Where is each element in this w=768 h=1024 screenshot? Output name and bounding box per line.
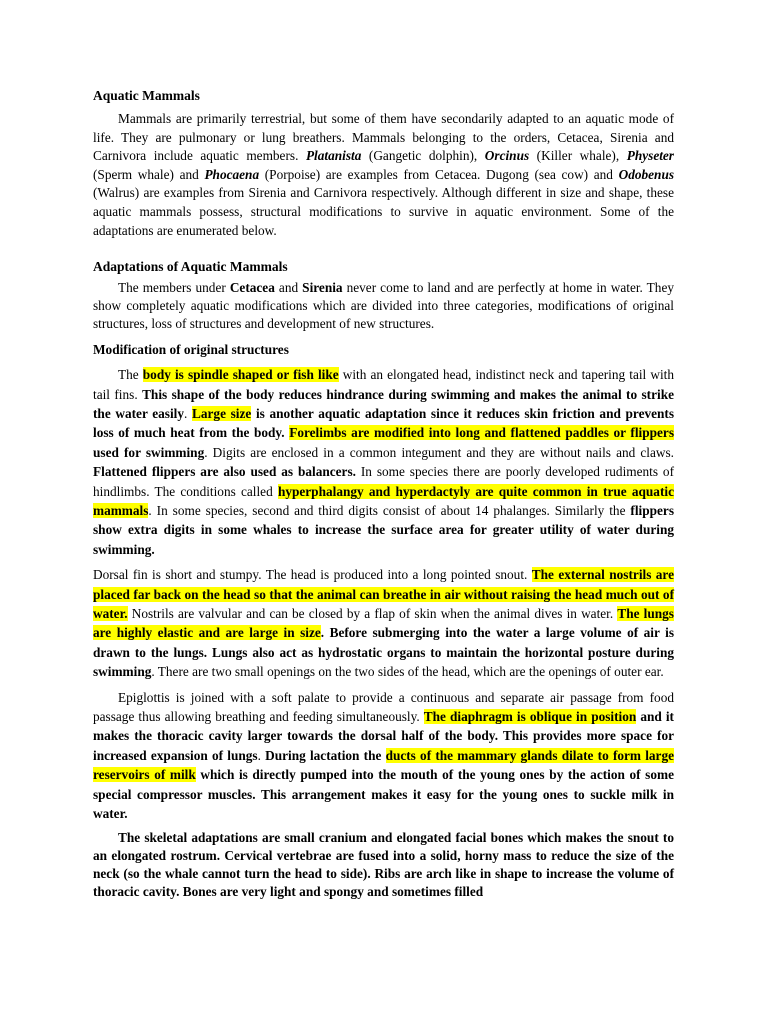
text-run: (Walrus) are examples from Sirenia and Carnivora respectively. Although different in size and shape, these aquatic mammals possess, structural modifications to survive in aquatic environment. Some of the adaptations are enumerated below. [93,185,674,238]
text-run: Epiglottis is joined with a soft palate to provide a continuous and separate air passage from food passage thus allowing breathing and feeding simultaneously. [93,689,674,725]
text-run: Nostrils are valvular and can be closed by a flap of skin when the animal dives in water. [127,606,618,622]
text-run: The [118,367,143,383]
skeletal-paragraph [93,829,674,901]
bold-text: is another aquatic adaptation since it reduces skin friction and prevents loss of much heat from the body. [93,405,675,441]
order-name: Cetacea [229,280,275,296]
species-name: Odobenus [618,166,675,182]
highlighted-text: The lungs are highly elastic and are large in size [93,606,674,641]
highlighted-text: hyperphalangy and hyperdactyly are quite common in true aquatic mammals [93,483,674,518]
section-heading-adaptations: Adaptations of Aquatic Mammals [93,259,288,275]
text-run: . Digits are enclosed in a common integument and they are without nails and claws. [204,444,674,460]
highlighted-text: The diaphragm is oblique in position [423,709,637,725]
text-run: . In some species, second and third digits consist of about 14 phalanges. Similarly the [148,503,631,518]
bold-text: which is directly pumped into the mouth of the young ones by the action of some special compressor muscles. This arrangement makes it easy for the young ones to suckle milk in water. [93,767,674,822]
bold-text: This shape of the body reduces hindrance during swimming and makes the animal to strike the water easily [93,386,675,421]
bold-text: During lactation the [265,747,386,763]
document-title: Aquatic Mammals [93,88,200,103]
subheading-modification: Modification of original structures [93,342,289,358]
species-name: Platanista [305,148,362,164]
modification-paragraph [93,365,674,559]
text-run: . There are two small openings on the two sides of the head, which are the openings of outer ear. [151,664,664,680]
text-run: (Sperm whale) and [93,166,205,182]
adaptations-paragraph [93,279,674,333]
dorsal-paragraph [93,565,674,681]
bold-text: The skeletal adaptations are small cranium and elongated facial bones which makes the snout to an elongated rostrum. Cervical vertebrae are fused into a solid, horny mass to reduce the size of the neck (so the whale cannot turn the head to side). Ribs are arch like in shape to increase the volume of thoracic cavity. Bones are very light and spongy and sometimes filled [93,829,674,899]
text-run: In some species there are poorly developed rudiments of hindlimbs. The conditions called [93,464,674,499]
bold-text: flippers show extra digits in some whales to increase the surface area for greater utility of water during swimming. [93,503,674,557]
highlighted-text: Forelimbs are modified into long and flattened paddles or flippers [289,425,674,441]
text-run: (Killer whale), [529,148,627,164]
text-run: The members under [118,280,230,296]
species-name: Physeter [626,148,674,164]
text-run: Dorsal fin is short and stumpy. The head is produced into a long pointed snout. [93,567,532,583]
species-name: Phocaena [204,166,260,182]
text-run: (Gangetic dolphin), [361,148,485,164]
highlighted-text: The external nostrils are placed far back on the head so that the animal can breathe in air without raising the head much out of water. [93,567,674,622]
highlighted-text: body is spindle shaped or fish like [142,367,339,383]
text-run: Mammals are primarily terrestrial, but some of them have secondarily adapted to an aquatic mode of life. They are pulmonary or lung breathers. Mammals belonging to the orders, Cetacea, Sirenia and Carnivora include aquatic members. [93,111,674,164]
bold-text: Flattened flippers are also used as balancers. [93,464,356,480]
text-run: . [184,405,193,421]
epiglottis-paragraph [93,688,674,824]
bold-text: and it makes the thoracic cavity larger towards the dorsal half of the body. This provides more space for increased expansion of lungs [93,709,674,763]
text-run: . [257,747,266,763]
text-run: never come to land and are perfectly at home in water. They show completely aquatic modifications which are divided into three categories, modifications of original structures, loss of structures and development of new structures. [93,280,674,332]
text-run: and [274,280,303,296]
text-run: with an elongated head, indistinct neck and tapering tail with tail fins. [93,367,674,402]
bold-text: used for swimming [93,444,205,460]
text-run: (Porpoise) are examples from Cetacea. Dugong (sea cow) and [259,166,619,182]
highlighted-text: ducts of the mammary glands dilate to form large reservoirs of milk [93,747,674,783]
document-page [93,86,674,901]
intro-paragraph [93,110,674,240]
highlighted-text: Large size [192,405,252,421]
species-name: Orcinus [484,148,530,164]
bold-text: . Before submerging into the water a large volume of air is drawn to the lungs. Lungs also act as hydrostatic organs to maintain the horizontal posture during swimming [93,625,674,680]
order-name: Sirenia [302,280,343,296]
